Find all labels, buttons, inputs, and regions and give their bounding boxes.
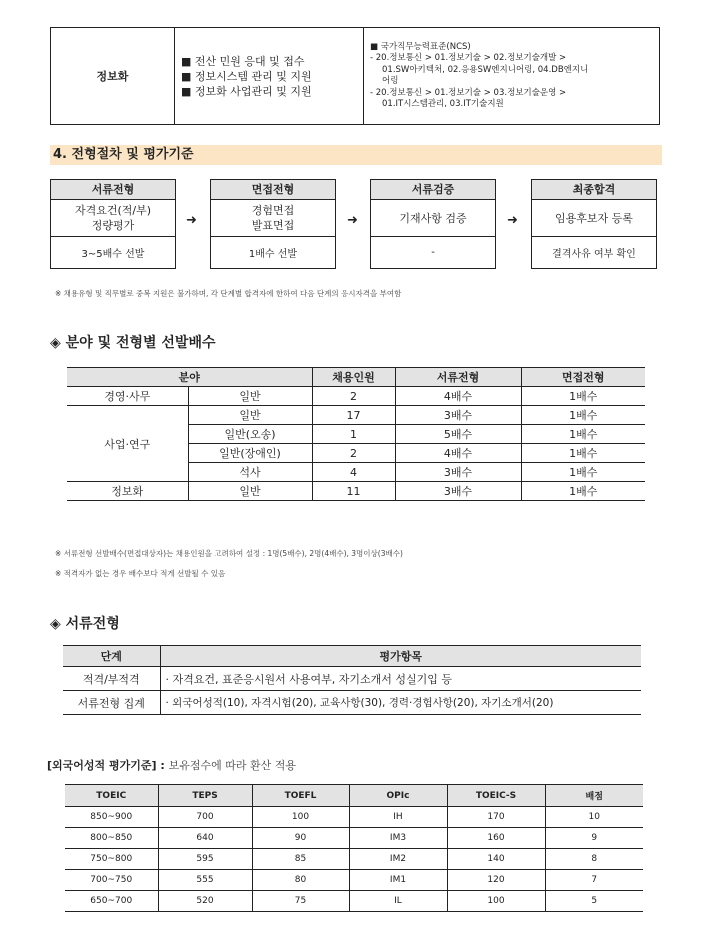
- cell: 10: [545, 807, 643, 828]
- header-cell: 평가항목: [160, 646, 641, 667]
- step-result: 결격사유 여부 확인: [552, 248, 636, 260]
- step-content-line: 임용후보자 등록: [555, 211, 633, 225]
- arrow-icon: ➜: [507, 213, 518, 228]
- doc-cell: 3배수: [395, 406, 521, 425]
- cell: 650~700: [65, 891, 158, 912]
- ncs-title: ■ 국가직무능력표준(NCS): [370, 41, 471, 52]
- cell: 80: [252, 870, 349, 891]
- process-step-final: [531, 179, 657, 269]
- cell: 8: [545, 849, 643, 870]
- job-description-table: [50, 27, 660, 125]
- step-content-line: 발표면접: [251, 219, 295, 232]
- lang-heading-line: [47, 757, 296, 773]
- header-cell: TOEFL: [252, 785, 349, 807]
- cell: IL: [349, 891, 447, 912]
- header-cell: 서류전형: [395, 368, 521, 387]
- header-cell: TOEIC-S: [447, 785, 545, 807]
- interview-cell: 1배수: [521, 406, 645, 425]
- ncs-line: - 20.정보통신 > 01.정보기술 > 03.정보기술운영 >: [370, 87, 567, 98]
- lang-table: [65, 784, 643, 912]
- table-row: [67, 482, 645, 501]
- cell: IM1: [349, 870, 447, 891]
- cell: IH: [349, 807, 447, 828]
- sub-cell: 일반(오송): [188, 425, 312, 444]
- lang-colon: :: [156, 759, 169, 772]
- header-cell: 채용인원: [312, 368, 395, 387]
- doc-cell: 3배수: [395, 482, 521, 501]
- count-cell: 2: [312, 387, 395, 406]
- cell: 100: [252, 807, 349, 828]
- cell: IM2: [349, 849, 447, 870]
- step-content: [532, 200, 656, 237]
- step-content-line: 기재사항 검증: [399, 211, 467, 225]
- step-content-line: 정량평가: [91, 219, 135, 232]
- table-row: [65, 828, 643, 849]
- interview-cell: 1배수: [521, 387, 645, 406]
- stage-cell: 적격/부적격: [63, 667, 160, 691]
- sub-cell: 일반(장애인): [188, 444, 312, 463]
- step-result: 3~5배수 선발: [81, 248, 145, 260]
- cell: 75: [252, 891, 349, 912]
- interview-cell: 1배수: [521, 482, 645, 501]
- count-cell: 11: [312, 482, 395, 501]
- arrow-icon: ➜: [186, 213, 197, 228]
- group-cell: 사업·연구: [67, 406, 188, 482]
- cell: 850~900: [65, 807, 158, 828]
- cell: 800~850: [65, 828, 158, 849]
- cell: 700~750: [65, 870, 158, 891]
- count-cell: 17: [312, 406, 395, 425]
- group-cell: 정보화: [67, 482, 188, 501]
- cell: 555: [158, 870, 252, 891]
- table-row: [65, 870, 643, 891]
- cell: 7: [545, 870, 643, 891]
- process-step-interview: [210, 179, 336, 269]
- table-row: [63, 691, 641, 715]
- items-cell: · 외국어성적(10), 자격시험(20), 교육사항(30), 경력·경험사항(20), 자기소개서(20): [160, 691, 641, 715]
- sub-cell: 일반: [188, 482, 312, 501]
- count-cell: 1: [312, 425, 395, 444]
- process-step-document: [50, 179, 176, 269]
- interview-cell: 1배수: [521, 463, 645, 482]
- group-cell: 경영·사무: [67, 387, 188, 406]
- cell: 9: [545, 828, 643, 849]
- sub-cell: 석사: [188, 463, 312, 482]
- table-row: [63, 667, 641, 691]
- table-row: [65, 849, 643, 870]
- step-content: [51, 200, 175, 237]
- cell: 100: [447, 891, 545, 912]
- doc-cell: 4배수: [395, 444, 521, 463]
- ncs-line: 01.SW아키텍처, 02.응용SW엔지니어링, 04.DB엔지니: [382, 64, 589, 75]
- cell: 520: [158, 891, 252, 912]
- table-row: [67, 406, 645, 425]
- step-content-line: 자격요건(적/부): [74, 204, 152, 217]
- step-content: [371, 200, 495, 237]
- header-cell: 배점: [545, 785, 643, 807]
- duties-cell: [175, 28, 364, 125]
- doc-cell: 4배수: [395, 387, 521, 406]
- header-cell: OPIc: [349, 785, 447, 807]
- cell: 90: [252, 828, 349, 849]
- doc-screen-table: [63, 645, 641, 715]
- table-row: [67, 387, 645, 406]
- sub-cell: 일반: [188, 406, 312, 425]
- process-step-verification: [370, 179, 496, 269]
- step-title: 서류검증: [371, 180, 495, 200]
- step-content: [211, 200, 335, 237]
- ncs-cell: [364, 28, 660, 125]
- step-result: 1배수 선발: [248, 248, 298, 260]
- selection-note: ※ 적격자가 없는 경우 배수보다 적게 선발될 수 있음: [55, 569, 226, 578]
- doc-cell: 3배수: [395, 463, 521, 482]
- count-cell: 2: [312, 444, 395, 463]
- cell: 750~800: [65, 849, 158, 870]
- arrow-icon: ➜: [347, 213, 358, 228]
- step-content-line: 경험면접: [251, 204, 295, 217]
- step-result: -: [431, 246, 435, 258]
- header-cell: TOEIC: [65, 785, 158, 807]
- header-cell: 단계: [63, 646, 160, 667]
- table-row: [65, 807, 643, 828]
- duty-item: ■ 정보시스템 관리 및 지원: [181, 69, 312, 83]
- header-cell: 면접전형: [521, 368, 645, 387]
- cell: 640: [158, 828, 252, 849]
- header-cell: 분야: [67, 368, 312, 387]
- items-cell: · 자격요건, 표준응시원서 사용여부, 자기소개서 성실기입 등: [160, 667, 641, 691]
- doc-cell: 5배수: [395, 425, 521, 444]
- cell: 595: [158, 849, 252, 870]
- step-title: 서류전형: [51, 180, 175, 200]
- selection-table: [67, 367, 645, 501]
- cell: 170: [447, 807, 545, 828]
- cell: 120: [447, 870, 545, 891]
- doc-screen-heading: ◈ 서류전형: [50, 616, 120, 632]
- step-title: 면접전형: [211, 180, 335, 200]
- duty-item: ■ 정보화 사업관리 및 지원: [181, 84, 312, 98]
- selection-heading: ◈ 분야 및 전형별 선발배수: [50, 335, 216, 351]
- count-cell: 4: [312, 463, 395, 482]
- cell: 160: [447, 828, 545, 849]
- sub-cell: 일반: [188, 387, 312, 406]
- cell: IM3: [349, 828, 447, 849]
- ncs-line: - 20.정보통신 > 01.정보기술 > 02.정보기술개발 >: [370, 53, 567, 63]
- selection-note: ※ 서류전형 선발배수(면접대상자)는 채용인원을 고려하여 설정 : 1명(5배수), 2명(4배수), 3명이상(3배수): [55, 549, 403, 558]
- step-title: 최종합격: [532, 180, 656, 200]
- cell: 700: [158, 807, 252, 828]
- duty-item: ■ 전산 민원 응대 및 접수: [181, 54, 305, 68]
- lang-subtitle: 보유점수에 따라 환산 적용: [168, 759, 296, 772]
- ncs-line: 01.IT시스템관리, 03.IT기술지원: [382, 99, 504, 109]
- cell: 140: [447, 849, 545, 870]
- section-heading: 4. 전형절차 및 평가기준: [50, 145, 662, 165]
- stage-cell: 서류전형 집계: [63, 691, 160, 715]
- cell: 5: [545, 891, 643, 912]
- lang-heading: [외국어성적 평가기준]: [47, 759, 157, 772]
- interview-cell: 1배수: [521, 425, 645, 444]
- ncs-line: 어링: [382, 76, 399, 86]
- header-cell: TEPS: [158, 785, 252, 807]
- table-row: [65, 891, 643, 912]
- interview-cell: 1배수: [521, 444, 645, 463]
- field-name-cell: 정보화: [51, 28, 175, 125]
- process-note: ※ 채용유형 및 직무별로 중복 지원은 불가하며, 각 단계별 합격자에 한하여 다음 단계의 응시자격을 부여함: [55, 289, 402, 298]
- cell: 85: [252, 849, 349, 870]
